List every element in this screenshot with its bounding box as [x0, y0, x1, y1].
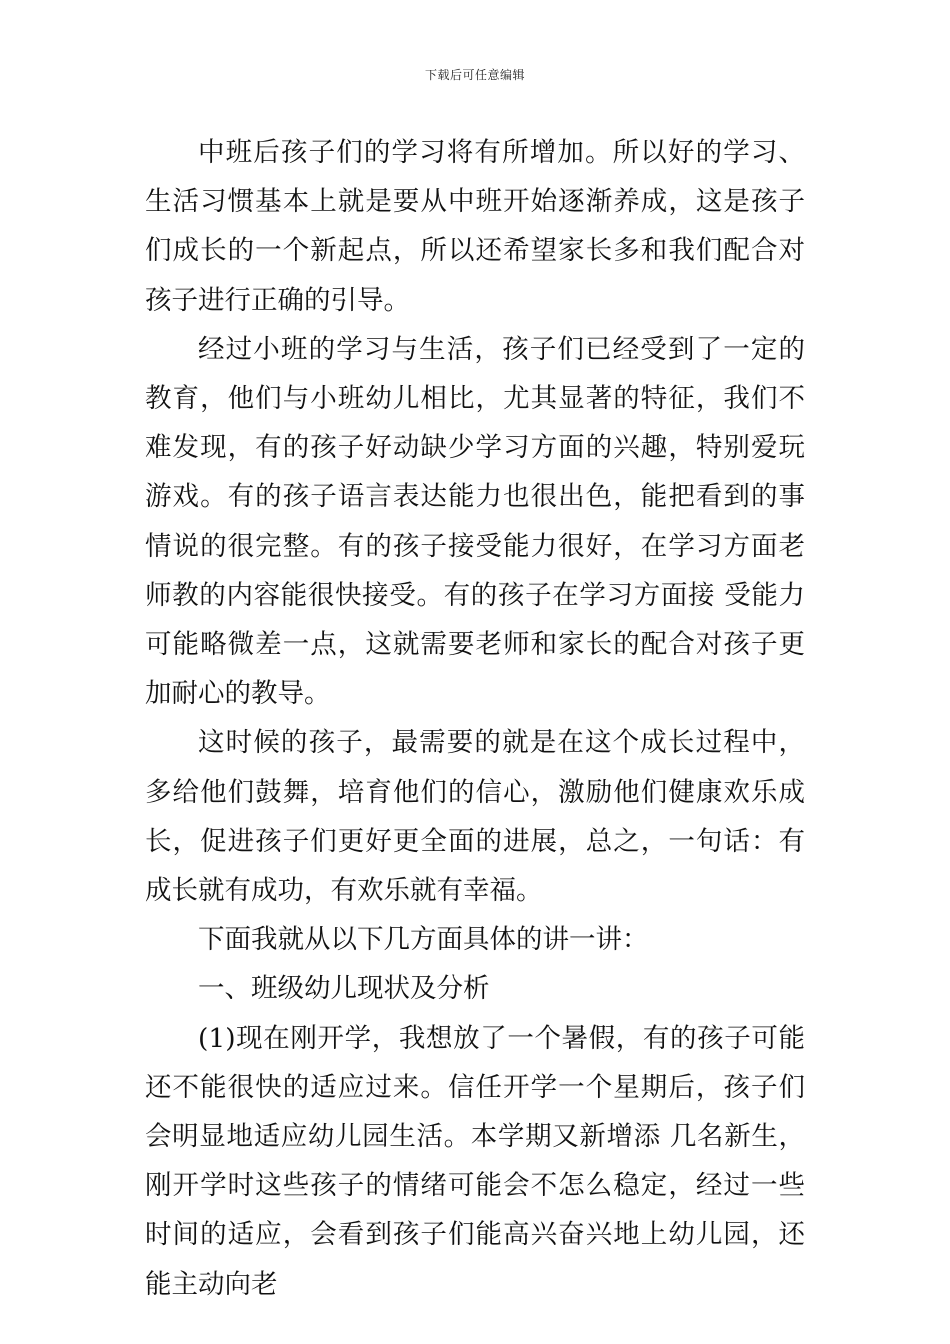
paragraph-2: 经过小班的学习与生活，孩子们已经受到了一定的教育，他们与小班幼儿相比，尤其显著的特征，我们不难发现，有的孩子好动缺少学习方面的兴趣，特别爱玩游戏。有的孩子语言表达能力也很出色，能把看到的事情说的很完整。有的孩子接受能力很好，在学习方面老师教的内容能很快接受。有的孩子在学习方面接 受能力可能略微差一点，这就需要老师和家长的配合对孩子更加耐心的教导。 — [145, 333, 805, 710]
paragraph-1: 中班后孩子们的学习将有所增加。所以好的学习、生活习惯基本上就是要从中班开始逐渐养成，这是孩子们成长的一个新起点，所以还希望家长多和我们配合对孩子进行正确的引导。 — [145, 137, 805, 316]
paragraph-3: 这时候的孩子，最需要的就是在这个成长过程中，多给他们鼓舞，培育他们的信心，激励他们健康欢乐成长，促进孩子们更好更全面的进展，总之，一句话：有成长就有成功，有欢乐就有幸福。 — [145, 727, 805, 907]
document-body — [145, 128, 805, 1309]
section-heading: 一、班级幼儿现状及分析 — [198, 973, 490, 1005]
paragraph-4: 下面我就从以下几方面具体的讲一讲： — [198, 924, 649, 956]
paragraph-5: (1)现在刚开学，我想放了一个暑假，有的孩子可能还不能很快的适应过来。信任开学一个星期后，孩子们会明显地适应幼儿园生活。本学期又新增添 几名新生，刚开学时这些孩子的情绪可能会不怎么稳定，经过一些时间的适应，会看到孩子们能高兴奋兴地上幼儿园，还能主动向老 — [145, 1022, 805, 1300]
page-header: 下载后可任意编辑 — [424, 68, 525, 82]
